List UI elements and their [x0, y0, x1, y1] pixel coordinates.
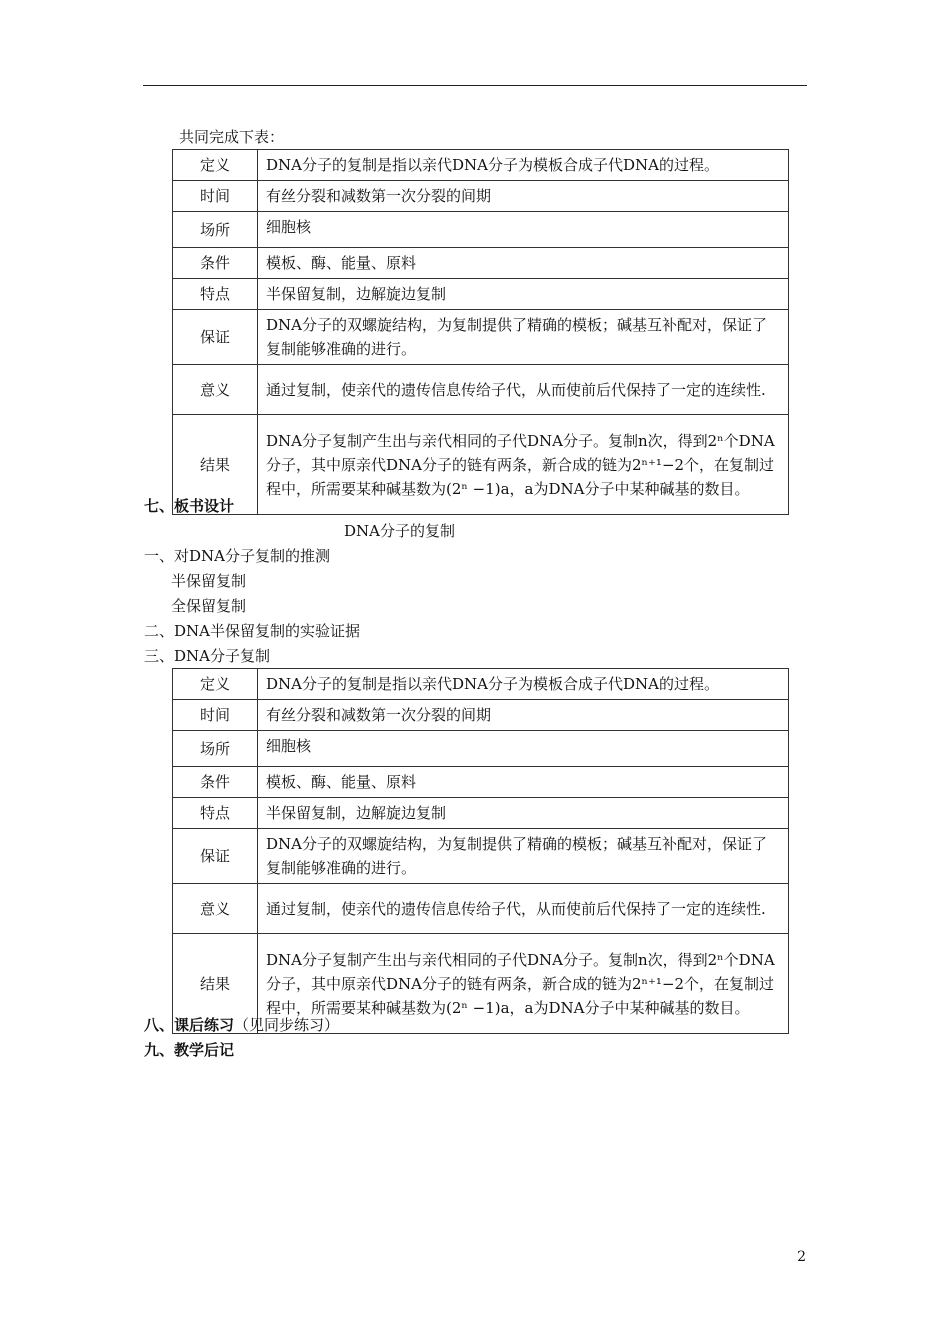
section-8-heading: 八、课后练习	[144, 1016, 235, 1034]
row-label: 特点	[173, 279, 258, 310]
table-row	[173, 731, 789, 767]
row-label: 定义	[173, 150, 258, 181]
row-value: 半保留复制，边解旋边复制	[258, 798, 789, 829]
row-value: 有丝分裂和减数第一次分裂的间期	[258, 181, 789, 212]
table-row	[173, 181, 789, 212]
page-number: 2	[797, 1249, 806, 1265]
row-label: 条件	[173, 248, 258, 279]
row-value: 通过复制，使亲代的遗传信息传给子代，从而使前后代保持了一定的连续性.	[258, 884, 789, 934]
board-item-3: 三、DNA分子复制	[144, 647, 270, 665]
table-row	[173, 415, 789, 515]
board-item-1a: 半保留复制	[171, 572, 247, 590]
summary-table-1	[172, 149, 789, 515]
row-label: 场所	[173, 731, 258, 767]
table-row	[173, 279, 789, 310]
section-9-heading: 九、教学后记	[144, 1041, 235, 1059]
table-row	[173, 212, 789, 248]
row-label: 时间	[173, 700, 258, 731]
table-row	[173, 248, 789, 279]
row-value: 半保留复制，边解旋边复制	[258, 279, 789, 310]
row-label: 保证	[173, 829, 258, 884]
row-label: 结果	[173, 934, 258, 1034]
row-value: 模板、酶、能量、原料	[258, 248, 789, 279]
row-label: 特点	[173, 798, 258, 829]
row-label: 保证	[173, 310, 258, 365]
row-value: 通过复制，使亲代的遗传信息传给子代，从而使前后代保持了一定的连续性.	[258, 365, 789, 415]
section-8	[144, 1015, 339, 1035]
summary-table-2	[172, 668, 789, 1034]
row-value: 细胞核	[258, 731, 789, 767]
section-8-note: （见同步练习）	[234, 1016, 340, 1034]
board-title: DNA分子的复制	[344, 522, 455, 540]
header-rule	[143, 85, 807, 86]
row-value: DNA分子复制产生出与亲代相同的子代DNA分子。复制n次，得到2ⁿ个DNA分子，其中原亲代DNA分子的链有两条，新合成的链为2ⁿ⁺¹−2个，在复制过程中，所需要某种碱基数为(2ⁿ −1)a，a为DNA分子中某种碱基的数目。	[258, 415, 789, 515]
row-value: DNA分子的双螺旋结构，为复制提供了精确的模板；碱基互补配对，保证了复制能够准确的进行。	[258, 829, 789, 884]
row-value: 有丝分裂和减数第一次分裂的间期	[258, 700, 789, 731]
row-value: 模板、酶、能量、原料	[258, 767, 789, 798]
row-label: 时间	[173, 181, 258, 212]
table-row	[173, 365, 789, 415]
row-value: DNA分子的双螺旋结构，为复制提供了精确的模板；碱基互补配对，保证了复制能够准确的进行。	[258, 310, 789, 365]
row-label: 条件	[173, 767, 258, 798]
table-row	[173, 829, 789, 884]
board-item-1b: 全保留复制	[171, 597, 247, 615]
row-value: DNA分子的复制是指以亲代DNA分子为模板合成子代DNA的过程。	[258, 669, 789, 700]
row-label: 定义	[173, 669, 258, 700]
table-row	[173, 669, 789, 700]
row-label: 意义	[173, 365, 258, 415]
intro-text: 共同完成下表：	[179, 128, 285, 146]
section-7-heading: 七、板书设计	[144, 497, 235, 515]
table-row	[173, 700, 789, 731]
table-row	[173, 884, 789, 934]
row-value: 细胞核	[258, 212, 789, 248]
table-row	[173, 310, 789, 365]
row-value: DNA分子的复制是指以亲代DNA分子为模板合成子代DNA的过程。	[258, 150, 789, 181]
table-row	[173, 150, 789, 181]
table-row	[173, 798, 789, 829]
table-row	[173, 767, 789, 798]
row-label: 结果	[173, 415, 258, 515]
board-item-2: 二、DNA半保留复制的实验证据	[144, 622, 360, 640]
row-label: 场所	[173, 212, 258, 248]
row-value: DNA分子复制产生出与亲代相同的子代DNA分子。复制n次，得到2ⁿ个DNA分子，其中原亲代DNA分子的链有两条，新合成的链为2ⁿ⁺¹−2个，在复制过程中，所需要某种碱基数为(2ⁿ −1)a，a为DNA分子中某种碱基的数目。	[258, 934, 789, 1034]
board-item-1: 一、对DNA分子复制的推测	[144, 547, 330, 565]
row-label: 意义	[173, 884, 258, 934]
